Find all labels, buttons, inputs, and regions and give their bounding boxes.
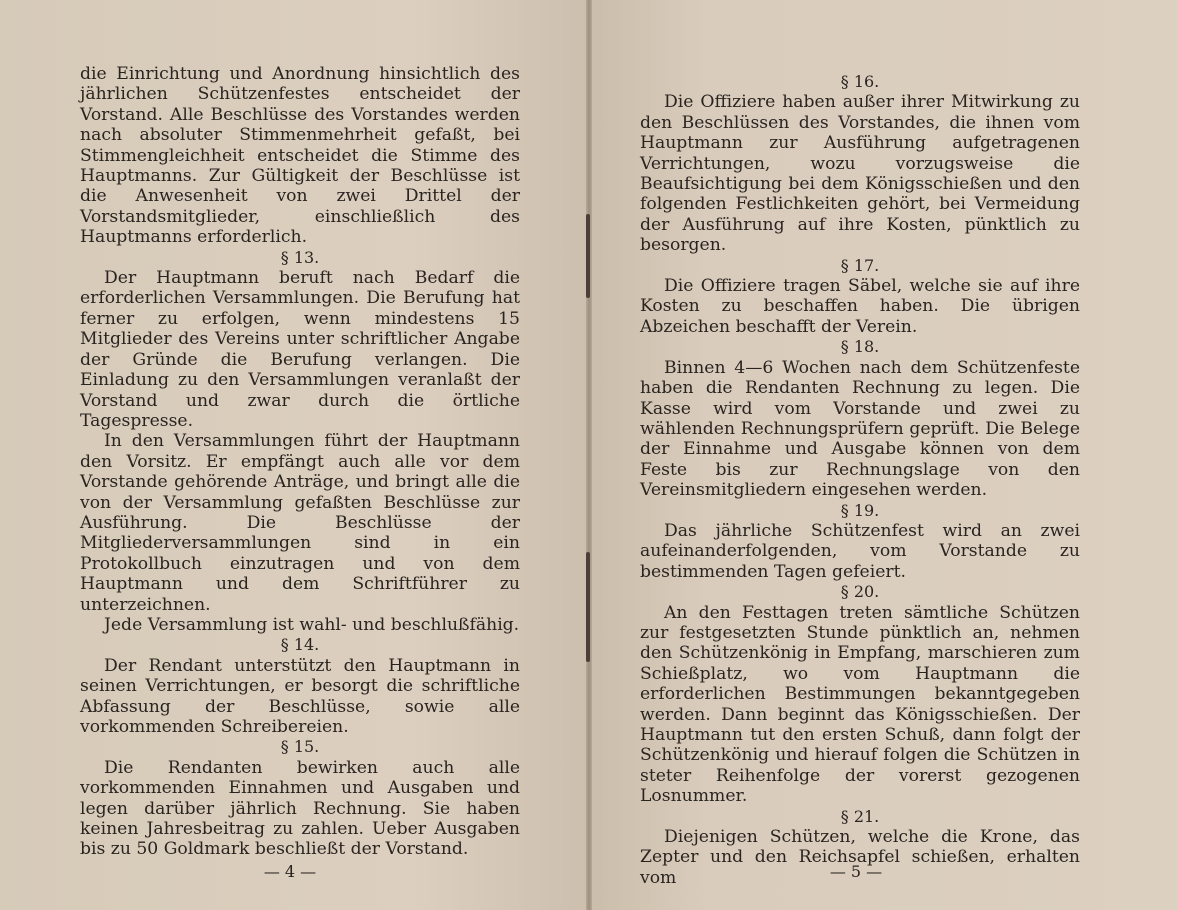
left-page-text: [80, 64, 520, 860]
section-19-heading: § 19.: [840, 500, 880, 520]
section-21-paragraph: Diejenigen Schützen, welche die Krone, das Zepter und den Reichsapfel schießen, erhalten vom: [640, 827, 1080, 888]
section-13-paragraph-1: Der Hauptmann beruft nach Bedarf die erforderlichen Versammlungen. Die Berufung hat ferner zu erfolgen, wenn mindestens 15 Mitglieder des Vereins unter schriftlicher Angabe der Gründe die Berufung verlangen. Die Einladung zu den Versammlungen veranlaßt der Vorstand und zwar durch die örtliche Tagespresse.: [80, 268, 520, 431]
section-20-paragraph: An den Festtagen treten sämtliche Schützen zur festgesetzten Stunde pünktlich an, nehmen den Schützenkönig in Empfang, marschieren zum Schießplatz, wo vom Hauptmann die erforderlichen Bestimmungen bekanntgegeben werden. Dann beginnt das Königsschießen. Der Hauptmann tut den ersten Schuß, dann folgt der Schützenkönig und hierauf folgen die Schützen in steter Reihenfolge der vorerst gezogenen Losnummer.: [640, 602, 1080, 807]
section-17-paragraph: Die Offiziere tragen Säbel, welche sie auf ihre Kosten zu beschaffen haben. Die übrigen Abzeichen beschafft der Verein.: [640, 276, 1080, 337]
section-16-paragraph: Die Offiziere haben außer ihrer Mitwirkung zu den Beschlüssen des Vorstandes, die ihnen vom Hauptmann zur Ausführung aufgetragenen Verrichtungen, wozu vorzugsweise die Beaufsichtigung bei dem Königsschießen und den folgenden Festlichkeiten gehört, bei Vermeidung der Ausführung auf ihre Kosten, pünktlich zu besorgen.: [640, 92, 1080, 256]
page-number-right: — 5 —: [829, 862, 883, 881]
section-16-heading: § 16.: [840, 72, 880, 91]
section-13-heading: § 13.: [280, 247, 320, 267]
staple-top: [586, 214, 590, 298]
section-13-paragraph-3: Jede Versammlung ist wahl- und beschlußfähig.: [104, 614, 520, 635]
section-17-heading: § 17.: [840, 255, 880, 275]
page-number-left: — 4 —: [263, 862, 317, 881]
section-19-paragraph: Das jährliche Schützenfest wird an zwei aufeinanderfolgenden, vom Vorstande zu bestimmenden Tagen gefeiert.: [640, 520, 1080, 582]
section-14-heading: § 14.: [280, 635, 320, 655]
section-18-paragraph: Binnen 4—6 Wochen nach dem Schützenfeste haben die Rendanten Rechnung zu legen. Die Kasse wird vom Vorstande und zwei zu wählenden Rechnungsprüfern geprüft. Die Belege der Einnahme und Ausgabe können von dem Feste bis zur Rechnungslage von den Vereinsmitgliedern eingesehen werden.: [640, 357, 1080, 501]
section-14-paragraph: Der Rendant unterstützt den Hauptmann in seinen Verrichtungen, er besorgt die schriftliche Abfassung der Beschlüsse, sowie alle vorkommenden Schreibereien.: [80, 655, 520, 737]
right-page-text: [640, 72, 1080, 888]
intro-paragraph: die Einrichtung und Anordnung hinsichtlich des jährlichen Schützenfestes entscheidet der Vorstand. Alle Beschlüsse des Vorstandes werden nach absoluter Stimmenmehrheit gefaßt, bei Stimmengleichheit entscheidet die Stimme des Hauptmanns. Zur Gültigkeit der Beschlüsse ist die Anwesenheit von zwei Drittel der Vorstandsmitglieder, einschließlich des Hauptmanns erforderlich.: [80, 64, 520, 248]
staple-bottom: [586, 552, 590, 662]
binding-gutter: [586, 0, 592, 910]
section-13-paragraph-2: In den Versammlungen führt der Hauptmann den Vorsitz. Er empfängt auch alle vor dem Vorstande gehörende Anträge, und bringt alle die von der Versammlung gefaßten Beschlüsse zur Ausführung. Die Beschlüsse der Mitgliederversammlungen sind in ein Protokollbuch einzutragen und von dem Hauptmann und dem Schriftführer zu unterzeichnen.: [80, 431, 520, 615]
section-15-paragraph: Die Rendanten bewirken auch alle vorkommenden Einnahmen und Ausgaben und legen darüber jährlich Rechnung. Sie haben keinen Jahresbeitrag zu zahlen. Ueber Ausgaben bis zu 50 Goldmark beschließt der Vorstand.: [80, 757, 520, 860]
section-18-heading: § 18.: [840, 337, 880, 357]
section-21-heading: § 21.: [840, 806, 880, 826]
section-15-heading: § 15.: [280, 737, 320, 757]
section-20-heading: § 20.: [840, 582, 880, 602]
